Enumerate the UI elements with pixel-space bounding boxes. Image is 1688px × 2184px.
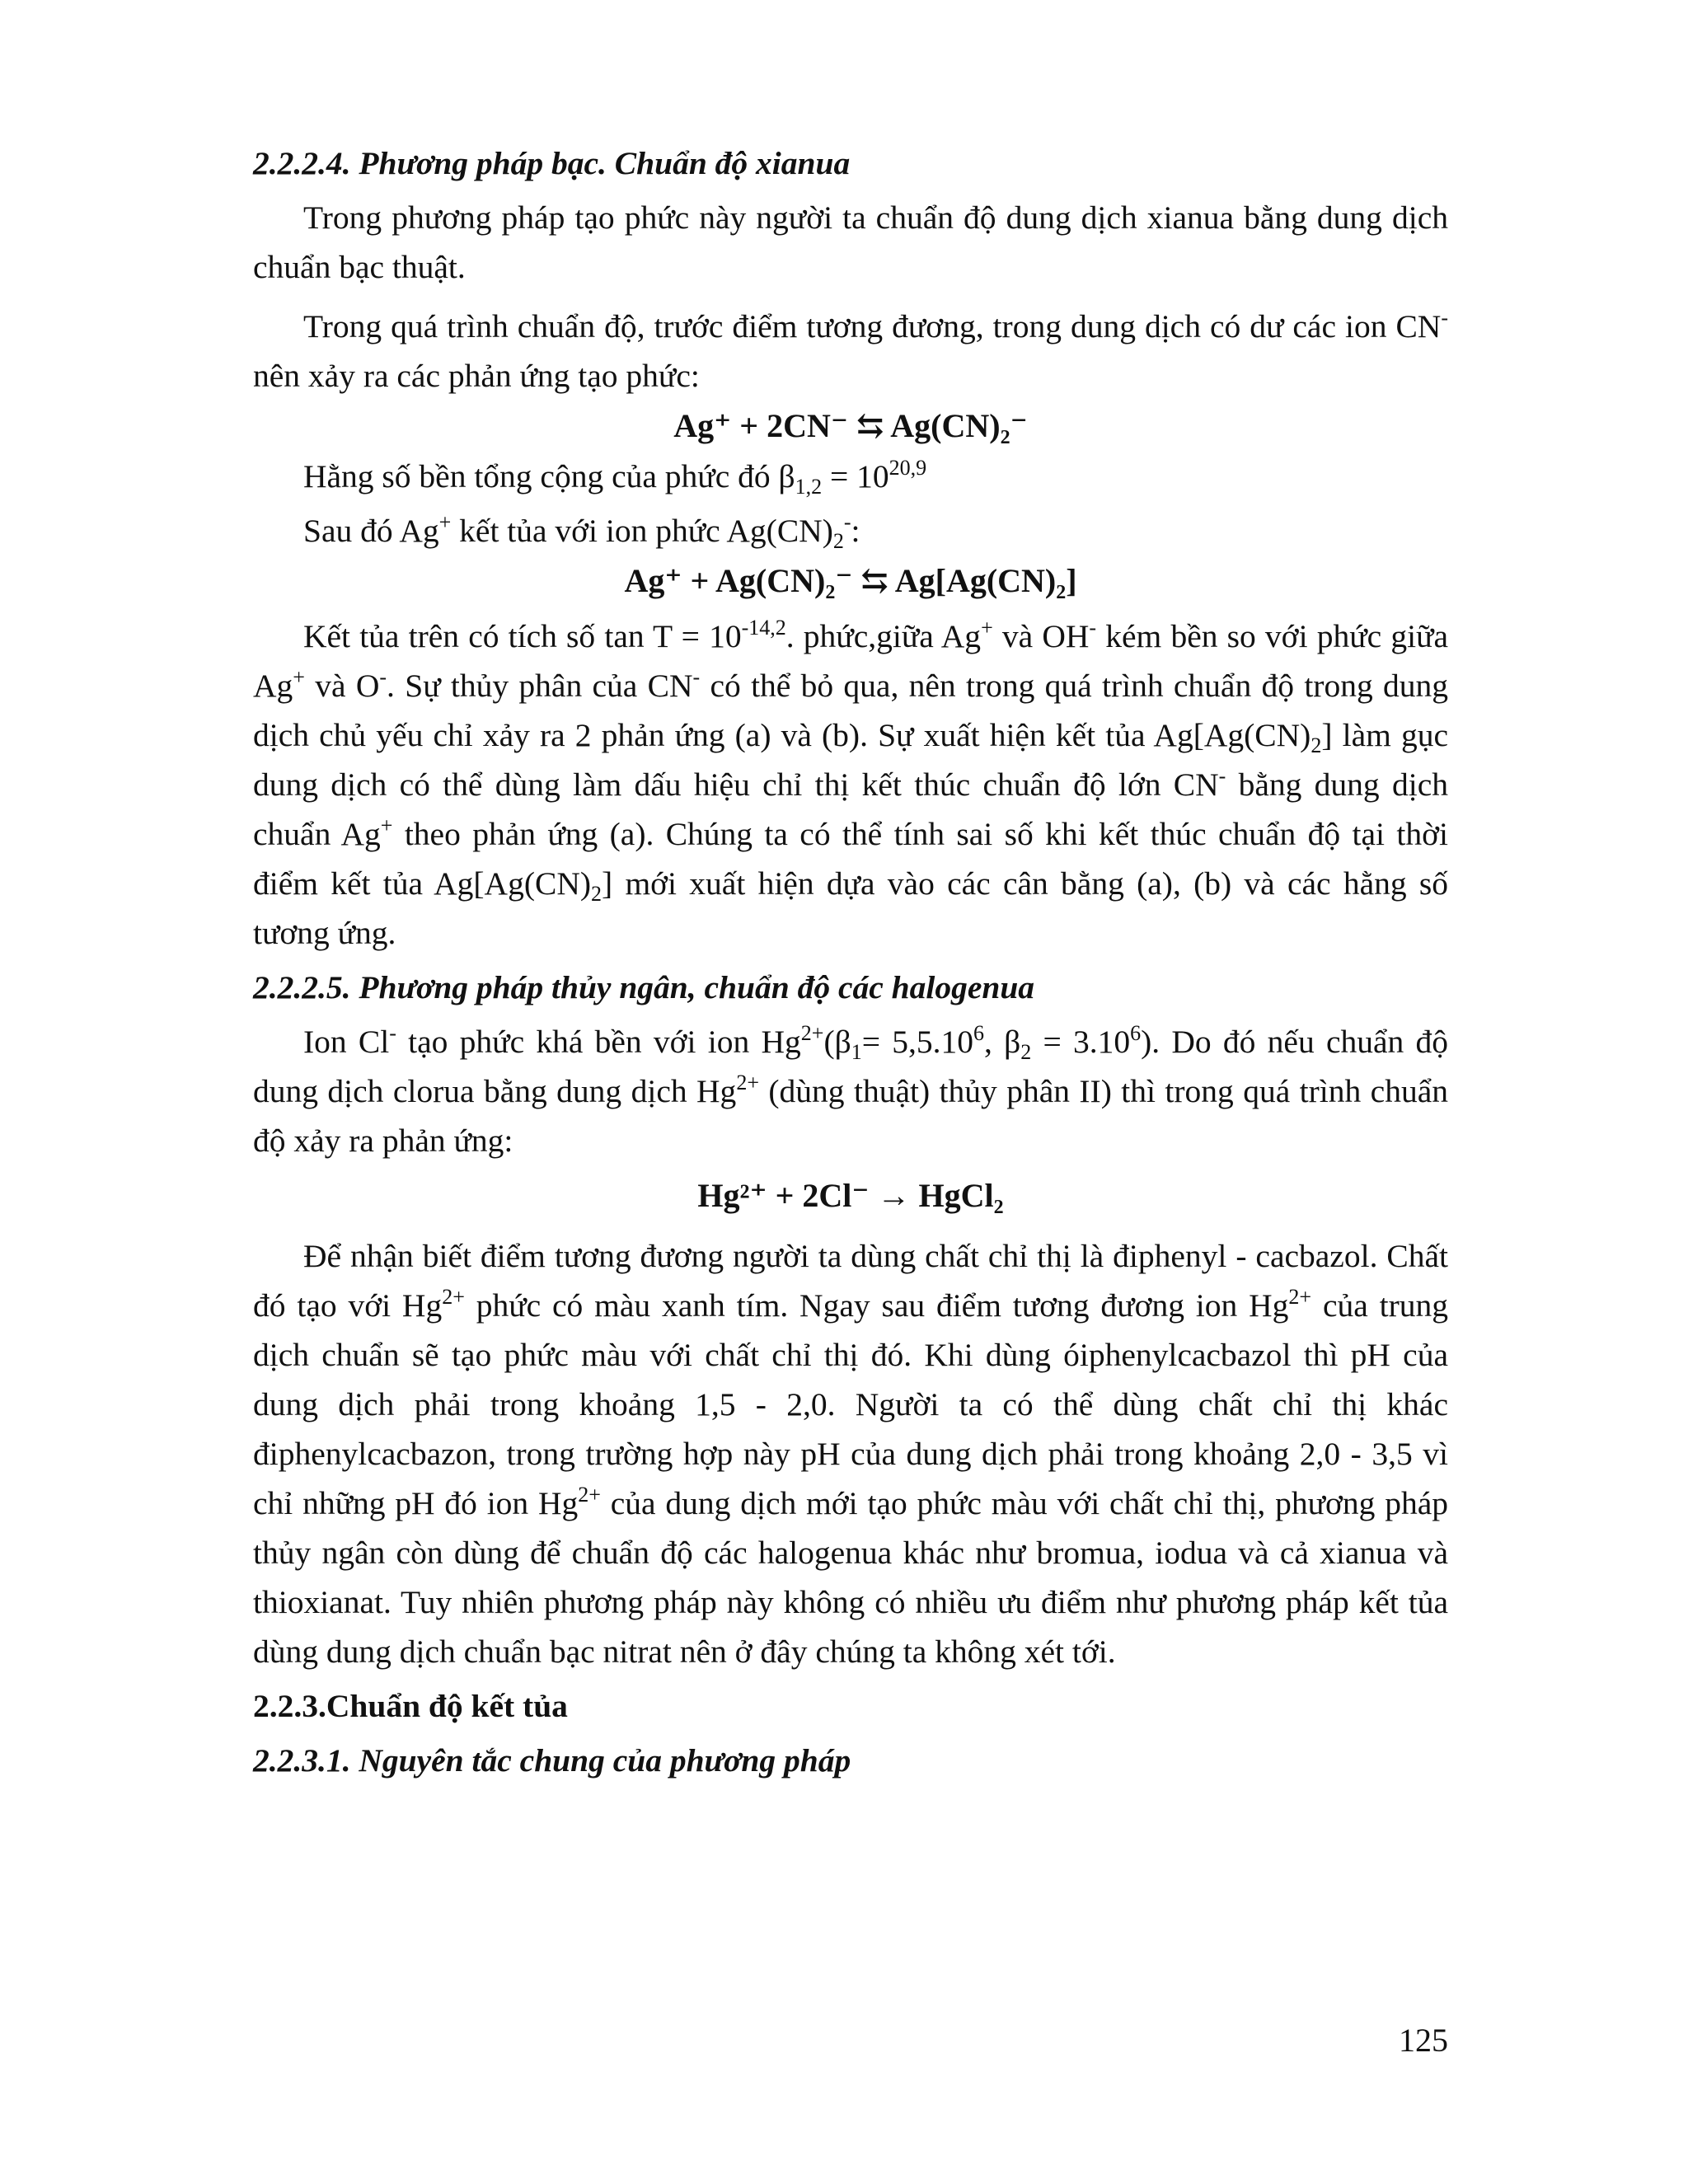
paragraph-indicator: Để nhận biết điểm tương đương người ta dùng chất chỉ thị là điphenyl - cacbazol. Chất đó tạo với $Hg^{2+}$ phức có màu xanh tím. Ngay sau điểm tương đương ion $Hg^{2+}$ của trung dịch chuẩn sẽ tạo phức màu với chất chỉ thị đó. Khi dùng óiphenylcacbazol thì pH của dung dịch phải trong khoảng 1,5 - 2,0. Người ta có thể dùng chất chỉ thị khác điphenylcacbazon, trong trường hợp này pH của dung dịch phải trong khoảng 2,0 - 3,5 vì chỉ những pH đó ion $Hg^{2+}$ của dung dịch mới tạo phức màu với chất chỉ thị, phương pháp thủy ngân còn dùng để chuẩn độ các halogenua khác như bromua, iodua và cả xianua và thioxianat. Tuy nhiên phương pháp này không có nhiều ưu điểm như phương pháp kết tủa dùng dung dịch chuẩn bạc nitrat nên ở đây chúng ta không xét tới. (253, 1238, 1448, 1670)
section-heading-2-2-2-5: 2.2.2.5. Phương pháp thủy ngân, chuẩn độ các halogenua (253, 969, 1035, 1005)
equation-ag-cn-complex: Ag⁺ + 2CN⁻ ⇆ Ag(CN)₂⁻ (673, 407, 1028, 444)
section-heading-2-2-3-1: 2.2.3.1. Nguyên tắc chung của phương pháp (253, 1742, 851, 1779)
page-number: 125 (1399, 2022, 1448, 2059)
section-heading-2-2-3: 2.2.3.Chuẩn độ kết tủa (253, 1688, 568, 1724)
paragraph-solubility-product: Kết tủa trên có tích số $\tan T = 10^{-14,2}$. phức,giữa Ag+ và OH- kém bền so với phức giữa Ag+ và O-. Sự thủy phân của CN- có thể bỏ qua, nên trong quá trình chuẩn độ trong dung dịch chủ yếu chỉ xảy ra 2 phản ứng (a) và (b). Sự xuất hiện kết tủa $Ag[Ag(CN)_2]$ làm gục dung dịch có thể dùng làm dấu hiệu chỉ thị kết thúc chuẩn độ lớn CN- bằng dung dịch chuẩn Ag+ theo phản ứng (a). Chúng ta có thể tính sai số khi kết thúc chuẩn độ tại thời điểm kết tủa $Ag[Ag(CN)_2]$ mới xuất hiện dựa vào các cân bằng (a), (b) và các hằng số tương ứng. (253, 616, 1449, 951)
equation-ag-agcn2: Ag⁺ + Ag(CN)₂⁻ ⇆ Ag[Ag(CN)₂] (624, 562, 1077, 599)
paragraph-titration-process: Trong quá trình chuẩn độ, trước điểm tương đương, trong dung dịch có dư các ion CN- nên xảy ra các phản ứng tạo phức: (253, 306, 1448, 394)
page-content (253, 138, 1448, 1785)
paragraph-intro-xianua: Trong phương pháp tạo phức này người ta chuẩn độ dung dịch xianua bằng dung dịch chuẩn bạc thuật. (253, 199, 1448, 285)
equation-hg-cl: Hg²⁺ + 2Cl⁻ → HgCl₂ (697, 1177, 1004, 1214)
paragraph-chloride-complex: Ion Cl- tạo phức khá bền với ion $Hg^{2+}(\beta_1= 5,5.10^6$, $\beta_2 = 3.10^6$). Do đó nếu chuẩn độ dung dịch clorua bằng dung dịch $Hg^{2+}$ (dùng thuật) thủy phân II) thì trong quá trình chuẩn độ xảy ra phản ứng: (253, 1021, 1449, 1159)
section-heading-2-2-2-4: 2.2.2.4. Phương pháp bạc. Chuẩn độ xianua (253, 145, 851, 181)
paragraph-stability-constant: Hằng số bền tổng cộng của phức đó $\beta_{1,2} = 10^{20,9}$ (303, 456, 927, 499)
paragraph-ag-precipitate: Sau đó Ag+ kết tủa với ion phức $Ag(CN)_2^-$: (303, 510, 860, 553)
